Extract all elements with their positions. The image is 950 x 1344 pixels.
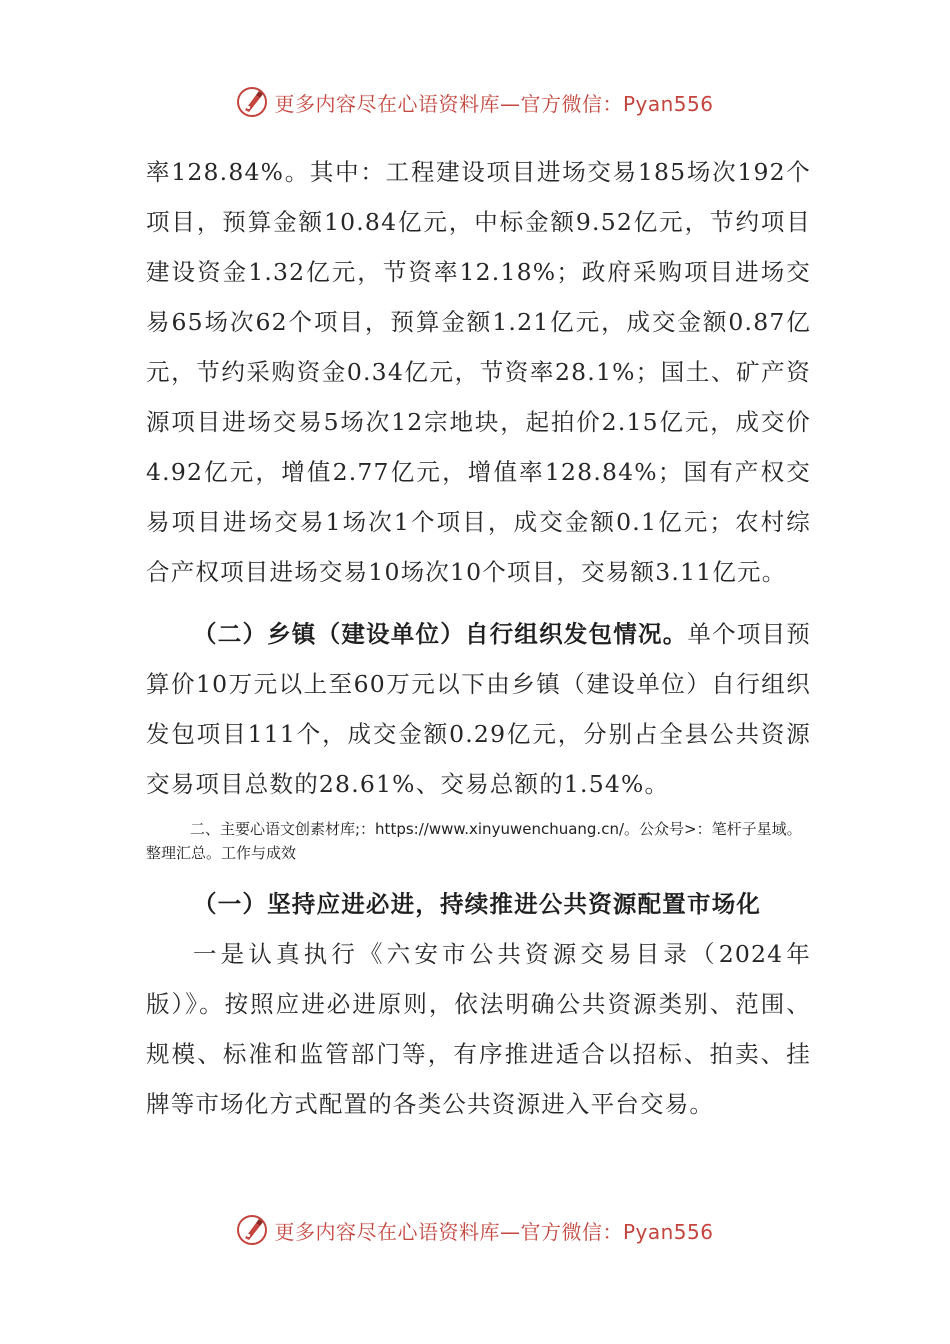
banner-text: 更多内容尽在心语资料库—官方微信：Pyan556	[274, 1219, 714, 1244]
paragraph-township-contracting	[146, 609, 811, 809]
paragraph-statistics: 率128.84%。其中：工程建设项目进场交易185场次192个项目，预算金额10.84亿元，中标金额9.52亿元，节约项目建设资金1.32亿元，节资率12.18%；政府采购项目进场交易65场次62个项目，预算金额1.21亿元，成交金额0.87亿元，节约采购资金0.34亿元，节资率28.1%；国土、矿产资源项目进场交易5场次12宗地块，起拍价2.15亿元，成交价4.92亿元，增值2.77亿元，增值率128.84%；国有产权交易项目进场交易1场次1个项目，成交金额0.1亿元；农村综合产权项目进场交易10场次10个项目，交易额3.11亿元。	[146, 158, 811, 586]
source-note: 二、主要心语文创素材库;：https://www.xinyuwenchuang.cn/。公众号>：笔杆子星域。整理汇总。工作与成效	[146, 820, 802, 862]
paragraph-catalog: 一是认真执行《六安市公共资源交易目录（2024年版）》。按照应进必进原则，依法明确公共资源类别、范围、规模、标准和监管部门等，有序推进适合以招标、拍卖、挂牌等市场化方式配置的各类公共资源进入平台交易。	[146, 940, 811, 1118]
pen-nib-logo-icon	[236, 86, 268, 118]
document-body	[146, 147, 811, 1129]
section-heading: （一）坚持应进必进，持续推进公共资源配置市场化	[193, 890, 762, 918]
pen-nib-logo-icon	[236, 1214, 268, 1246]
header-banner	[0, 82, 950, 122]
footer-banner	[0, 1210, 950, 1250]
subsection-heading: （二）乡镇（建设单位）自行组织发包情况。	[193, 620, 688, 648]
paragraph-township-body: 单个项目预算价10万元以上至60万元以下由乡镇（建设单位）自行组织发包项目111个，成交金额0.29亿元，分别占全县公共资源交易项目总数的28.61%、交易总额的1.54%。	[146, 620, 812, 798]
banner-text: 更多内容尽在心语资料库—官方微信：Pyan556	[274, 91, 714, 116]
